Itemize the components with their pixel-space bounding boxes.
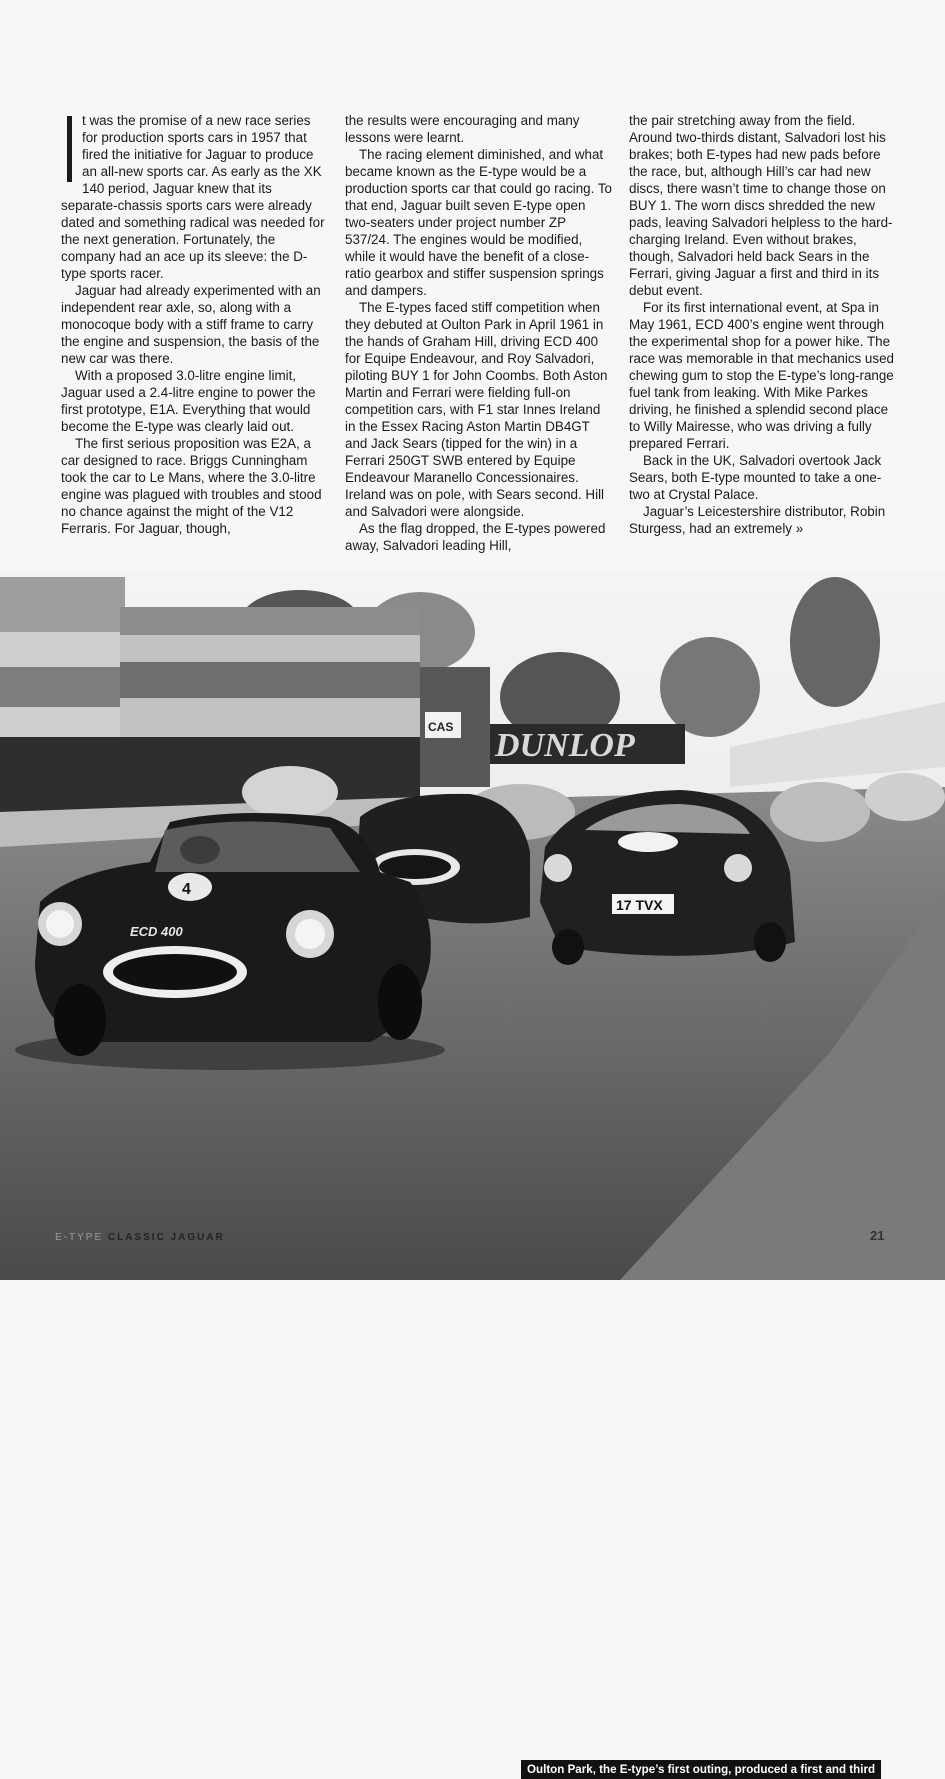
dunlop-banner: [490, 724, 685, 764]
article-column-1: [61, 112, 329, 537]
photo-caption: Oulton Park, the E-type’s first outing, produced a first and third: [521, 1760, 881, 1779]
article-paragraph: the pair stretching away from the field. Around two-thirds distant, Salvadori lost his brakes; both E-types had new pads before the race, but, although Hill’s car had new discs, there wasn’t time to change those on BUY 1. The worn discs shredded the new pads, leaving Salvadori helpless to the hard-charging Ireland. Even without brakes, though, Salvadori held back Sears in the Ferrari, giving Jaguar a first and third in its debut event.: [629, 113, 893, 298]
plate-aston: 17 TVX: [616, 897, 663, 913]
race-number: 4: [182, 881, 191, 898]
dunlop-text: DUNLOP: [495, 727, 635, 764]
plate-lead: ECD 400: [130, 924, 183, 939]
article-body: [61, 112, 896, 582]
aston-martin-car: [540, 790, 795, 965]
running-footer: [55, 1232, 225, 1243]
article-paragraph: the results were encouraging and many lessons were learnt.: [345, 113, 580, 145]
article-paragraph: For its first international event, at Spa in May 1961, ECD 400’s engine went through the experimental shop for a power hike. The race was memorable in that mechanics used chewing gum to stop the E-type’s long-range fuel tank from leaking. With Mike Parkes driving, he finished a splendid second place to Willy Mairesse, who was driving a fully prepared Ferrari.: [629, 300, 894, 451]
article-paragraph: The racing element diminished, and what became known as the E-type would be a production sports car that could go racing. To that end, Jaguar built seven E-type open two-seaters under project number ZP 537/24. The engines would be modified, while it would have the benefit of a close-ratio gearbox and stiffer suspension springs and dampers.: [345, 147, 612, 298]
article-paragraph: With a proposed 3.0-litre engine limit, Jaguar used a 2.4-litre engine to power the first prototype, E1A. Everything that would become the E-type was clearly laid out.: [61, 368, 316, 434]
page-number: 21: [870, 1228, 885, 1243]
race-photo: [0, 572, 945, 1776]
article-paragraph: As the flag dropped, the E-types powered away, Salvadori leading Hill,: [345, 521, 606, 553]
article-paragraph: Jaguar had already experimented with an independent rear axle, so, along with a monocoque body with a stiff frame to carry the engine and suspension, the basis of the new car was there.: [61, 283, 321, 366]
article-column-2: [345, 112, 613, 554]
drop-cap: [67, 116, 72, 182]
article-paragraph: [61, 112, 329, 282]
article-paragraph: The first serious proposition was E2A, a car designed to race. Briggs Cunningham took the car to Le Mans, where the 3.0-litre engine was plagued with troubles and stood no chance against the might of the V12 Ferraris. For Jaguar, though,: [61, 436, 322, 536]
paragraph-text: t was the promise of a new race series for production sports cars in 1957 that fired the initiative for Jaguar to produce an all-new sports car. As early as the XK 140 period, Jaguar knew that its separate-chassis sports cars were already dated and something radical was needed for the next generation. Fortunately, the company had an ace up its sleeve: the D-type sports racer.: [61, 113, 325, 281]
article-paragraph: Jaguar’s Leicestershire distributor, Robin Sturgess, had an extremely »: [629, 504, 886, 536]
footer-magazine-name: CLASSIC JAGUAR: [107, 1232, 225, 1243]
article-paragraph: The E-types faced stiff competition when they debuted at Oulton Park in April 1961 in the hands of Graham Hill, driving ECD 400 for Equipe Endeavour, and Roy Salvadori, piloting BUY 1 for John Coombs. Both Aston Martin and Ferrari were fielding full-on competition cars, with F1 star Innes Ireland in the Essex Racing Aston Martin DB4GT and Jack Sears (tipped for the win) in a Ferrari 250GT SWB entered by Equipe Endeavour Maranello Concessionaires. Ireland was on pole, with Sears second. Hill and Salvadori were alongside.: [345, 300, 608, 519]
footer-section-label: E-TYPE: [55, 1232, 104, 1243]
cas-sign: CAS: [428, 720, 454, 734]
article-column-3: [629, 112, 897, 537]
article-paragraph: Back in the UK, Salvadori overtook Jack Sears, both E-type mounted to take a one-two at Crystal Palace.: [629, 453, 882, 502]
